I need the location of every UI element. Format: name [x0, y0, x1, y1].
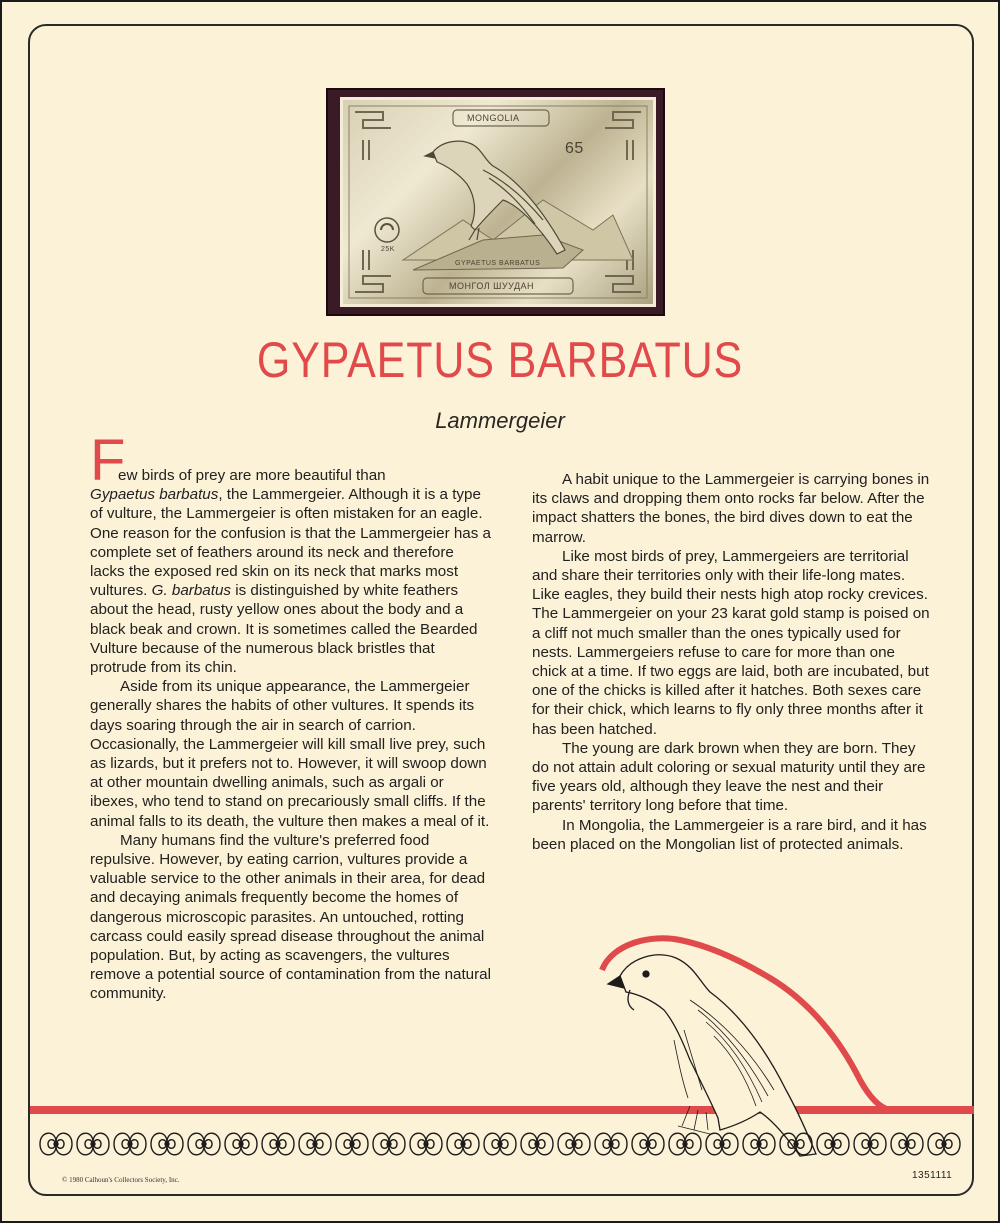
stamp-engraving — [343, 100, 653, 304]
paragraph: In Mongolia, the Lammergeier is a rare bird, and it has been placed on the Mongolian list of protected animals. — [532, 816, 927, 853]
paragraph: Like most birds of prey, Lammergeiers are territorial and share their territories only with their life-long mates. Like eagles, they build their nests high atop rocky crevices. The Lammergeier on your 23 karat gold stamp is poised on a cliff not much smaller than the ones typically used for nests. Lammergeiers refuse to care for more than one chick at a time. If two eggs are laid, both are incubated, but one of the chicks is killed after it hatches. Both sexes care for their chick, which learns to fly only three months after it has been hatched. — [532, 547, 930, 738]
page-title: GYPAETUS BARBATUS — [256, 332, 744, 388]
stamp-country-label-cyrillic: МОНГОЛ ШУУДАН — [449, 281, 535, 291]
page-subtitle: Lammergeier — [435, 408, 565, 433]
paragraph — [90, 466, 492, 677]
stamp-small-value: 25K — [381, 246, 395, 253]
article-left-column — [90, 466, 492, 1004]
paragraph-text: , the Lammergeier. Although it is a type of vulture, the Lammergeier is often mistaken for an eagle. One reason for the confusion is that the Lammergeier has a complete set of feathers around its neck and therefore lacks the exposed red skin on its neck that marks most vultures. — [90, 486, 492, 600]
paragraph: A habit unique to the Lammergeier is carrying bones in its claws and dropping them onto rocks far below. After the impact shatters the bones, the bird dives down to eat the marrow. — [532, 471, 930, 546]
stamp-species-label: GYPAETUS BARBATUS — [455, 260, 541, 267]
species-italic: Gypaetus barbatus — [90, 486, 219, 504]
stamp-country-label: MONGOLIA — [467, 113, 520, 123]
stamp-value: 65 — [565, 140, 584, 157]
ornamental-border — [36, 1122, 966, 1166]
gold-stamp — [343, 100, 653, 304]
paragraph: Aside from its unique appearance, the Lammergeier generally shares the habits of other vultures. It spends its days soaring through the air in search of carrion. Occasionally, the Lammergeier will kill small live prey, such as lizards, but it prefers not to. However, it will swoop down at other mountain dwelling animals, such as argali or ibexes, who tend to stand on precariously small cliffs. If the animal falls to its death, the vulture then makes a meal of it. — [90, 678, 490, 830]
drop-cap: F — [90, 428, 126, 493]
species-italic-short: G. barbatus — [151, 582, 231, 600]
catalog-code: 1351111 — [912, 1170, 953, 1181]
paragraph: Many humans find the vulture's preferred food repulsive. However, by eating carrion, vultures provide a valuable service to the other animals in their area, for dead and decaying animals frequently become the homes of dangerous microscopic parasites. An untouched, rotting carcass could easily spread disease throughout the animal population. But, by acting as scavengers, the vultures remove a potential source of contamination from the natural community. — [90, 831, 492, 1003]
article-right-column — [532, 470, 932, 854]
paragraph-text: is distinguished by white feathers about the head, rusty yellow ones about the body and a black beak and crown. It is sometimes called the Bearded Vulture because of the numerous black bristles that protrude from its chin. — [90, 582, 478, 677]
first-line: ew birds of prey are more beautiful than — [118, 467, 386, 484]
copyright-notice: © 1980 Calhoun's Collectors Society, Inc. — [62, 1176, 180, 1184]
paragraph: The young are dark brown when they are born. They do not attain adult coloring or sexual maturity until they are five years old, although they leave the nest and their parents' territory long before that time. — [532, 739, 926, 815]
